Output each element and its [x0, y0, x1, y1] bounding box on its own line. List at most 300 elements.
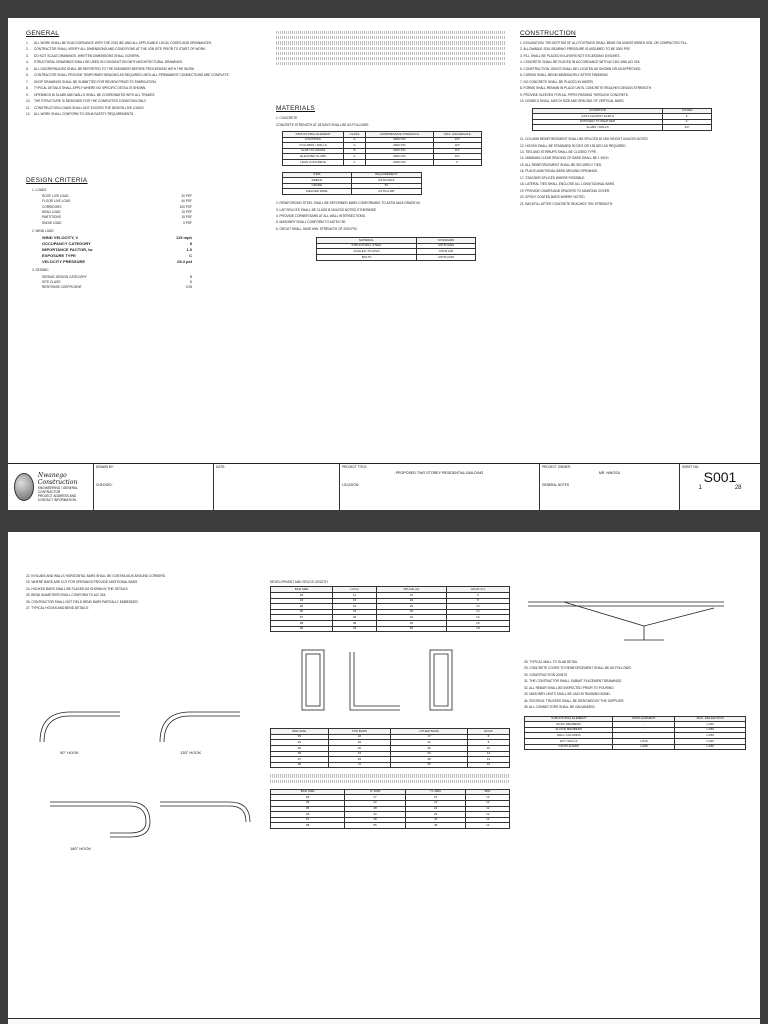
table-cell: ROOF MEMBERS [525, 722, 613, 728]
table-cell: A [344, 143, 366, 149]
table-cell: SLABS / WALLS [533, 125, 663, 131]
concrete-sub: 1. CONCRETE [276, 116, 298, 121]
note-text: DO NOT SCALE DRAWINGS. WRITTEN DIMENSIONS SHALL GOVERN. [34, 53, 140, 58]
table-cell: 20 [377, 598, 447, 604]
table-cell: ANGLES / PLATES [317, 249, 417, 255]
table-cell: L/240 [675, 739, 746, 745]
table-cell: 2" [663, 119, 712, 125]
table-header-cell: HOOK [468, 729, 510, 735]
note-item: 10. DOWELS SHALL MATCH SIZE AND SPACING OF VERTICAL BARS. [520, 99, 625, 104]
note-text: CONSTRUCTION LOADS SHALL NOT EXCEED THE DESIGN LIVE LOADS. [34, 105, 145, 110]
materials-heading: MATERIALS [276, 105, 316, 113]
table-header-cell: BAR SIZE [271, 729, 329, 735]
table-cell: 14 [446, 615, 509, 621]
column-tie-figure [290, 642, 510, 722]
concrete-cover-table [532, 108, 712, 131]
criteria-row [42, 247, 192, 252]
criteria-value: 115 mph [175, 235, 192, 241]
criteria-value: 0 PSF [183, 220, 192, 225]
note-item [26, 67, 262, 71]
criteria-value: 0.05 [185, 285, 192, 290]
note-item: 18. LATERAL TIES SHALL ENCLOSE ALL LONGITUDINAL BARS. [520, 182, 616, 187]
table-cell: 25 [377, 604, 447, 610]
note-item: 19. PROVIDE CHAIRS AND SPACERS TO MAINTAIN COVER. [520, 188, 611, 193]
table-header-cell: BAR SIZE [271, 789, 345, 795]
note-text: TYPICAL DETAILS SHALL APPLY WHERE NO SPECIFIC DETAIL IS SHOWN. [34, 86, 147, 91]
note-item: 12. HOOKS SHALL BE STANDARD 90 DEG OR 135 DEG AS REQUIRED. [520, 143, 627, 148]
criteria-row [42, 210, 192, 214]
table-cell: STRUCTURAL STEEL [317, 243, 417, 249]
note-number: 5. [26, 66, 29, 71]
table-header-cell: CLASS [344, 132, 366, 138]
table-cell: #5 [271, 746, 329, 752]
criteria-value: 15 PSF [181, 210, 192, 214]
table-cell: BOLTS [317, 255, 417, 261]
title-block [8, 463, 760, 510]
table-cell: 6 [446, 593, 509, 599]
drawn-by-label: DRAWN BY: [96, 465, 114, 469]
construction-notes-continued [520, 137, 746, 206]
note-item [26, 41, 262, 45]
table-cell: 56 [377, 626, 447, 632]
note-item [26, 86, 262, 90]
table-cell: 22 [328, 734, 390, 740]
location-label: LOCATION: [342, 483, 359, 487]
table-cell: 3/4" [433, 148, 481, 154]
table-cell: REBAR [283, 178, 352, 184]
rebar-table [282, 172, 422, 195]
table-cell: - [613, 733, 675, 739]
table-cell: 18 [446, 626, 509, 632]
criteria-value: B [189, 274, 192, 279]
note-item [26, 106, 262, 110]
table-cell: - [613, 727, 675, 733]
table-cell: L/240 [613, 739, 675, 745]
table-header-cell: CONDITION [533, 108, 663, 114]
project-label: PROJECT TITLE: [342, 465, 368, 469]
materials-column [276, 30, 506, 261]
table-cell: 15 [405, 795, 466, 801]
title-block-strip [8, 1018, 760, 1024]
table-cell: LEAN CONCRETE [283, 160, 344, 166]
table-cell: 22 [345, 800, 406, 806]
table-header-cell: REQUIREMENT [351, 172, 421, 178]
table-cell: CANTILEVERS [525, 744, 613, 750]
note-text: CONTRACTOR SHALL VERIFY ALL DIMENSIONS AND CONDITIONS AT THE JOB SITE PRIOR TO START OF WORK. [34, 47, 207, 52]
table-cell: #6 [271, 751, 329, 757]
criteria-row [42, 280, 192, 284]
table-cell: 3/4" [433, 143, 481, 149]
criteria-key: SNOW LOAD [42, 220, 62, 225]
table-cell: 23 [333, 609, 377, 615]
table-header-cell: f'c 4000 [405, 789, 466, 795]
wind-table [42, 235, 192, 264]
note-item: 6. GROUT SHALL HAVE MIN. STRENGTH OF 2000 PSI. [276, 226, 358, 231]
drawn-by-cell [94, 464, 214, 510]
table-cell: 72 [328, 762, 390, 768]
table-cell: 12 [446, 609, 509, 615]
sheet-number-cell [680, 464, 760, 510]
table-cell: 14 [468, 757, 510, 763]
table-cell: 55 [345, 823, 406, 829]
table-cell: 3/4" [433, 154, 481, 160]
wind-label: 2. WIND LOAD [32, 228, 54, 233]
table-header-cell: COVER [663, 108, 712, 114]
note-item: 4. PROVIDE CORNER BARS AT ALL WALL INTERSECTIONS. [276, 214, 366, 218]
criteria-key: SITE CLASS [42, 280, 61, 285]
table-cell: ASTM A185 [351, 189, 421, 195]
table-cell: 4000 PSI [365, 143, 433, 149]
sheet-total: 28 [734, 485, 742, 491]
concrete-strength-table [282, 131, 482, 166]
criteria-key: ROOF LIVE LOAD [42, 194, 69, 199]
table-row [271, 626, 510, 632]
note-item: 17. STAGGER SPLICES WHERE POSSIBLE. [520, 175, 586, 180]
table-cell: 3000 PSI [365, 137, 433, 143]
note-item: 22. IN SLABS AND WALLS HORIZONTAL BARS SHALL BE CONTINUOUS AROUND CORNERS. [26, 574, 166, 578]
table-cell: 19 [333, 604, 377, 610]
table-cell: 28 [345, 806, 406, 812]
criteria-row [42, 199, 192, 203]
construction-heading: CONSTRUCTION [520, 30, 576, 37]
criteria-key: OCCUPANCY CATEGORY [42, 241, 91, 247]
general-notes-column [26, 30, 262, 291]
note-item: 9. PROVIDE SLEEVES FOR ALL PIPES PASSING THROUGH CONCRETE. [520, 92, 629, 97]
table-cell: L/240 [675, 722, 746, 728]
table-row [283, 160, 482, 166]
table-header-cell: ITEM [283, 172, 352, 178]
table-header-cell: HOOK (in) [446, 587, 509, 593]
table-cell: EXPOSED TO WEATHER [533, 119, 663, 125]
criteria-key: FLOOR LIVE LOAD [42, 199, 71, 204]
table-cell: #7 [271, 757, 329, 763]
note-item: 35. ALL CONNECTORS SHALL BE GALVANIZED. [524, 705, 596, 710]
note-item [26, 60, 262, 64]
note-item: 32. ALL REBAR SHALL BE INSPECTED PRIOR TO POURING. [524, 685, 615, 690]
table-cell: #7 [271, 817, 345, 823]
table-header-cell: f'c 3000 [345, 789, 406, 795]
table-cell: 48 [391, 757, 468, 763]
table-cell: 1" [433, 160, 481, 166]
material-notes-lines [276, 52, 506, 55]
note-item: 33. MASONRY UNITS SHALL BE LAID IN RUNNING BOND. [524, 692, 611, 697]
table-row [525, 744, 746, 750]
note-item: 28. TYPICAL WALL TO SLAB DETAIL [524, 660, 578, 664]
material-notes-lines [276, 57, 506, 60]
table-cell: 2000 PSI [365, 160, 433, 166]
date-label: DATE: [216, 465, 226, 469]
hook-c-label: 180° HOOK [70, 846, 92, 851]
material-notes-lines [276, 36, 506, 39]
criteria-row [42, 215, 192, 219]
table-a-title: DEVELOPMENT AND SPLICE LENGTH [270, 580, 328, 584]
table-cell: 48 [345, 817, 406, 823]
table-cell: 43 [333, 626, 377, 632]
table-cell: 49 [377, 621, 447, 627]
construction-column [520, 30, 746, 208]
criteria-key: RESPONSE COEFFICIENT [42, 285, 82, 290]
table-cell: L/180 [675, 733, 746, 739]
table-cell: A [344, 137, 366, 143]
table-cell: #8 [271, 823, 345, 829]
splice-tables-column [270, 580, 510, 829]
note-number: 10. [26, 99, 31, 104]
note-item: 25. BEND DIAMETERS SHALL CONFORM TO ACI 318. [26, 593, 107, 598]
right-notes [524, 660, 746, 710]
table-cell: 6 [468, 734, 510, 740]
table-cell: 24 [405, 806, 466, 812]
table-cell: A [344, 154, 366, 160]
table-cell: 3/4" [433, 137, 481, 143]
table-cell: 43 [328, 751, 390, 757]
detail-notes [26, 574, 256, 611]
table-cell: 8 [446, 598, 509, 604]
table-row [283, 189, 422, 195]
table-cell: 12 [466, 812, 510, 818]
hook-90-shape [40, 712, 120, 742]
table-cell: #3 [271, 734, 329, 740]
table-cell: 4000 PSI [365, 154, 433, 160]
note-item: 14. MINIMUM CLEAR SPACING OF BARS SHALL BE 1 INCH. [520, 156, 610, 161]
criteria-row [42, 285, 192, 289]
table-cell: 12 [333, 593, 377, 599]
table-cell: SLAB ON GRADE [283, 148, 344, 154]
note-item: 16. PLACE ADDITIONAL BARS AROUND OPENINGS. [520, 169, 599, 174]
note-item: 7. NO CONCRETE SHALL BE PLACED IN WATER. [520, 79, 594, 84]
criteria-key: WIND VELOCITY, V [42, 235, 79, 241]
criteria-row [42, 253, 192, 258]
table-cell: 12 [466, 823, 510, 829]
note-item [26, 73, 262, 77]
note-item [26, 54, 262, 58]
table-cell: 3000 PSI [365, 148, 433, 154]
note-number: 12. [26, 112, 31, 117]
note-item [26, 47, 262, 51]
table-cell: 15 [333, 598, 377, 604]
note-item: 34. ROOFING: TRUSSES SHALL BE DESIGNED BY THE SUPPLIER. [524, 698, 625, 703]
note-item: 20. EPOXY COATED BARS WHERE NOTED. [520, 195, 586, 200]
wall-slab-figure [524, 580, 746, 660]
table-cell: ASTM A992 [417, 243, 476, 249]
criteria-key: IMPORTANCE FACTOR, Iw [42, 247, 93, 253]
note-item: 29. CONCRETE COVER TO REINFORCEMENT SHALL BE AS FOLLOWS: [524, 666, 632, 671]
table-cell: #5 [271, 604, 333, 610]
table-cell: 42 [405, 817, 466, 823]
table-header-cell: STRUCTURAL ELEMENT [525, 716, 613, 722]
sheet-label: SHEET NO: [682, 465, 700, 469]
loads-label: 1. LOADS [32, 187, 47, 192]
table-cell: #4 [271, 740, 329, 746]
table-cell: #7 [271, 615, 333, 621]
table-cell: 12 [466, 800, 510, 806]
table-cell: EXT. WALLS [525, 739, 613, 745]
note-item [26, 93, 262, 97]
drawing-sheet-details [8, 532, 760, 1024]
material-notes-lines [276, 41, 506, 44]
note-item: 4. CONCRETE SHALL BE PLACED IN ACCORDANCE WITH ACI 301 AND ACI 318. [520, 60, 641, 65]
table-cell: 3" [663, 114, 712, 120]
table-cell: 29 [405, 812, 466, 818]
note-item: 21. BACKFILL AFTER CONCRETE REACHES 75% STRENGTH. [520, 201, 614, 206]
note-item: 6. CURING SHALL BEGIN IMMEDIATELY AFTER FINISHING. [520, 73, 609, 78]
table-row [533, 125, 712, 131]
details-notes-column [26, 574, 256, 613]
table-cell: ELEVATED SLABS [283, 154, 344, 160]
table-row [271, 762, 510, 768]
table-cell: 16 [377, 593, 447, 599]
note-item: 1. EXCAVATION: THE BOTTOM OF ALL FOOTINGS SHALL BEAR ON UNDISTURBED SOIL OR COMPACTED FILL. [520, 41, 688, 45]
table-note-lines [270, 780, 510, 783]
table-cell: 33 [345, 812, 406, 818]
table-cell: L/180 [675, 744, 746, 750]
criteria-value: 25.4 psf [177, 259, 192, 265]
sheet-number: S001 [703, 469, 737, 485]
criteria-row [42, 241, 192, 246]
note-item: 27. TYPICAL HOOKS AND BEND DETAILS: [26, 606, 89, 611]
criteria-key: VELOCITY PRESSURE [42, 259, 86, 265]
note-number: 8. [26, 86, 29, 91]
table-cell: 36 [328, 746, 390, 752]
material-notes-lines [276, 47, 506, 50]
lap-splice-table [270, 728, 510, 768]
owner-cell [540, 464, 680, 510]
criteria-row [42, 205, 192, 209]
table-cell: #4 [271, 800, 345, 806]
table-cell: 17 [391, 734, 468, 740]
general-notes-list [26, 41, 262, 117]
criteria-value: 1.0 [186, 247, 192, 253]
table-cell: WALL COLUMNS [525, 733, 613, 739]
table-cell: 48 [405, 823, 466, 829]
table-header-cell: MIN. [466, 789, 510, 795]
criteria-value: D [189, 280, 192, 285]
table-cell: GRADE [283, 183, 352, 189]
table-row [271, 823, 510, 829]
note-number: 7. [26, 79, 29, 84]
project-cell [340, 464, 540, 510]
sheet-index: 1 [698, 485, 702, 491]
table-cell: ASTM A325 [417, 255, 476, 261]
checked-label: CHECKED: [96, 483, 113, 487]
firm-name: Nwanego Construction [37, 472, 78, 486]
note-text: STRUCTURAL DRAWINGS SHALL BE USED IN CONJUNCTION WITH ARCHITECTURAL DRAWINGS. [34, 60, 184, 65]
criteria-row [42, 259, 192, 264]
loads-block [32, 188, 262, 290]
table-header-cell: DISPLACEMENT [613, 716, 675, 722]
table-cell: 12 [466, 795, 510, 801]
owner-label: PROJECT OWNER: [542, 465, 571, 469]
criteria-value: 20 PSF [181, 194, 192, 199]
note-item: 23. WHERE BARS ARE CUT FOR OPENINGS PROVIDE ADDITIONAL BARS. [26, 580, 139, 585]
criteria-key: PARTITIONS [42, 215, 61, 220]
note-item: 26. CONTRACTOR SHALL NOT FIELD BEND BARS PARTIALLY EMBEDDED. [26, 599, 139, 604]
note-item [26, 80, 262, 84]
criteria-value: 15 PSF [181, 215, 192, 220]
criteria-row [42, 275, 192, 279]
firm-subtitle: ENGINEERING / GENERAL CONTRACTOR [37, 486, 78, 494]
steel-table [316, 237, 476, 260]
table-cell: 22 [391, 740, 468, 746]
table-cell: ASTM A615 [351, 178, 421, 184]
table-note-lines [270, 774, 510, 777]
table-cell: 33 [391, 751, 468, 757]
table-row [317, 255, 476, 261]
note-number: 11. [26, 105, 31, 110]
deflection-table [524, 716, 746, 751]
table-cell: #6 [271, 609, 333, 615]
note-item: 24. HOOKED BARS SHALL BE PLACED AS SHOWN IN THE DETAILS. [26, 586, 129, 591]
note-item: 30. CONSTRUCTION JOINTS [524, 672, 568, 677]
table-cell: - [613, 722, 675, 728]
material-notes-lines [276, 31, 506, 34]
development-length-table [270, 586, 510, 632]
note-item: 31. THE CONTRACTOR SHALL SUBMIT PLACEMENT DRAWINGS. [524, 679, 623, 684]
drawing-sheet-general-notes [8, 18, 760, 510]
table-cell: 3/4" [663, 125, 712, 131]
table-cell: WELDED WIRE [283, 189, 352, 195]
table-cell: CAST AGAINST EARTH [533, 114, 663, 120]
table-cell: FLOOR MEMBERS [525, 727, 613, 733]
note-item [26, 112, 262, 116]
table-cell: COLUMNS / WALLS [283, 143, 344, 149]
note-number: 2. [26, 47, 29, 52]
table-cell: #5 [271, 806, 345, 812]
table-cell: #8 [271, 762, 329, 768]
note-item: 2. ALLOWABLE SOIL BEARING PRESSURE IS ASSUMED TO BE 2000 PSF. [520, 47, 631, 52]
table-cell: 63 [328, 757, 390, 763]
note-item [26, 99, 262, 103]
table-cell: B [344, 148, 366, 154]
firm-logo [8, 464, 94, 510]
general-heading: GENERAL [26, 30, 60, 37]
table-header-cell: SPLICE (in) [377, 587, 447, 593]
table-header-cell: TOP BARS [328, 729, 390, 735]
table-cell: 12 [466, 817, 510, 823]
criteria-value: 40 PSF [181, 199, 192, 204]
criteria-key: DEAD LOAD [42, 210, 61, 214]
hook-details-figure [30, 702, 260, 862]
criteria-key: EXPOSURE TYPE [42, 253, 76, 259]
table-cell: #9 [271, 626, 333, 632]
table-cell: 60 [351, 183, 421, 189]
table-header-cell: MAX. DEFLECTION [675, 716, 746, 722]
materials-notes [276, 201, 506, 231]
note-item: 8. FORMS SHALL REMAIN IN PLACE UNTIL CONCRETE REACHES DESIGN STRENGTH. [520, 86, 653, 91]
table-header-cell: STANDARD [417, 238, 476, 244]
loads-table [42, 194, 192, 225]
seismic-table [42, 275, 192, 290]
table-cell: 29 [328, 740, 390, 746]
hook-length-table [270, 789, 510, 829]
note-text: OPENINGS IN SLABS AND WALLS SHALL BE COORDINATED WITH ALL TRADES. [34, 92, 156, 97]
table-cell: 10 [446, 604, 509, 610]
note-item: 5. MASONRY SHALL CONFORM TO ASTM C90. [276, 220, 347, 225]
firm-address: PROJECT ADDRESS AND CONTACT INFORMATION [37, 494, 77, 502]
note-item: 13. TIES AND STIRRUPS SHALL BE CLOSED TYPE. [520, 150, 597, 154]
firm-emblem-icon [14, 473, 34, 501]
table-cell: 17 [345, 795, 406, 801]
criteria-value: C [189, 253, 192, 259]
owner-name: MR. NWOSU [598, 471, 621, 475]
note-item: 5. CONSTRUCTION JOINTS SHALL BE LOCATED AS SHOWN OR AS APPROVED. [520, 66, 642, 71]
note-item: 11. COLUMN REINFORCEMENT SHALL BE SPLICED AT MID HEIGHT UNLESS NOTED. [520, 137, 649, 142]
table-cell: 55 [391, 762, 468, 768]
criteria-row [42, 194, 192, 198]
table-cell: #4 [271, 598, 333, 604]
note-text: ALL WORK SHALL BE IN ACCORDANCE WITH THE 2015 IBC AND ALL APPLICABLE LOCAL CODES AND ORDINANCES. [34, 41, 213, 45]
note-text: ALL DISCREPANCIES SHALL BE REPORTED TO THE ENGINEER BEFORE PROCEEDING WITH THE WORK. [34, 66, 195, 71]
note-number: 3. [26, 53, 29, 58]
